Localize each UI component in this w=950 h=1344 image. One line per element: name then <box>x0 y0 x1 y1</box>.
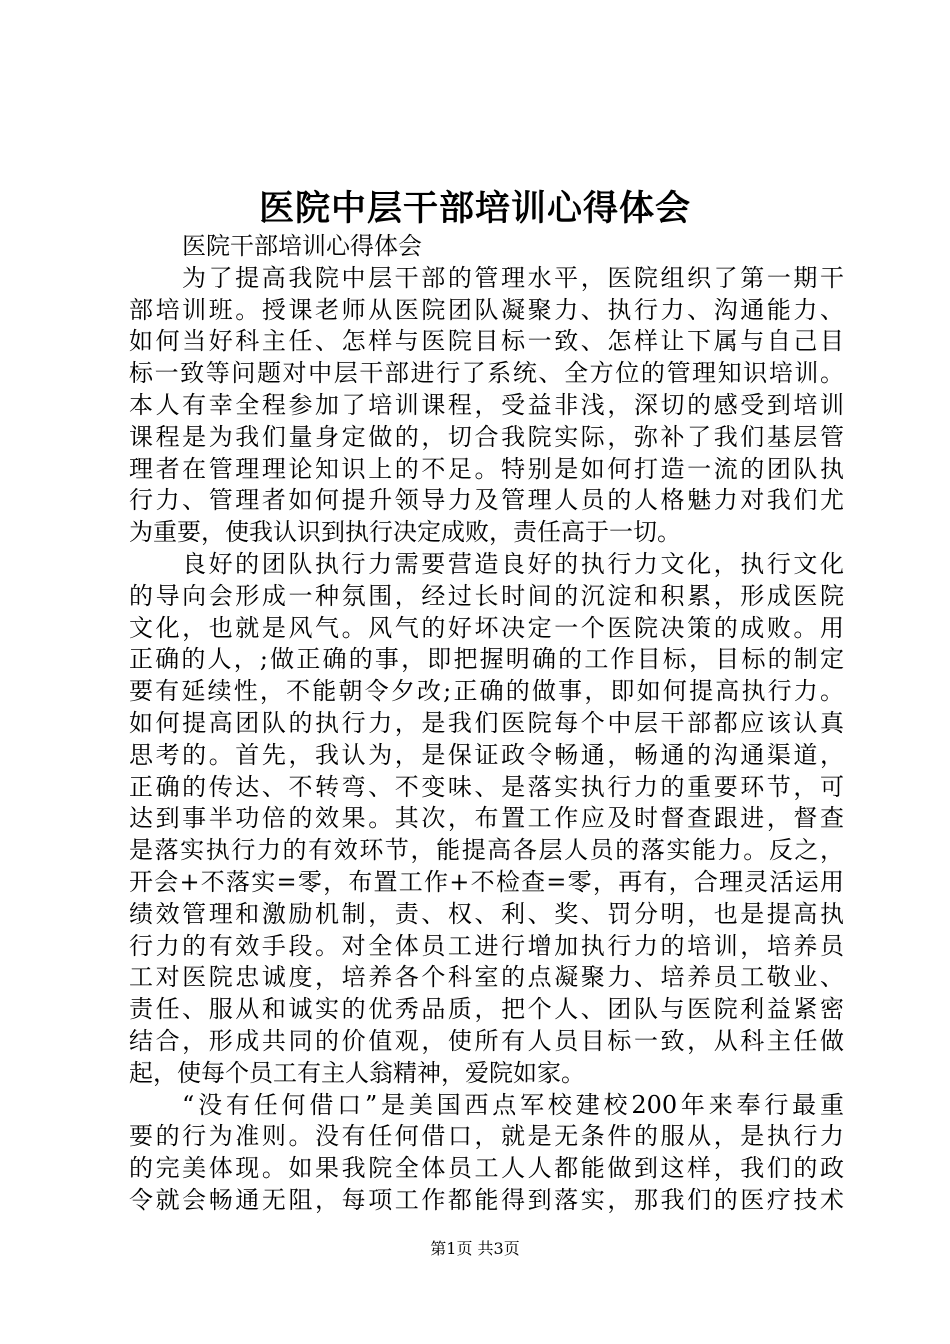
text-line: 正确的人，;做正确的事，即把握明确的工作目标，目标的制定 <box>129 645 844 674</box>
document-body <box>129 231 844 1217</box>
text-line: 起，使每个员工有主人翁精神，爱院如家。 <box>129 1058 585 1087</box>
text-line: 的导向会形成一种氛围，经过长时间的沉淀和积累，形成医院 <box>129 581 844 610</box>
text-line: 是落实执行力的有效环节，能提高各层人员的落实能力。反之， <box>129 836 844 865</box>
text-line: “没有任何借口”是美国西点军校建校200年来奉行最重 <box>182 1090 844 1119</box>
text-line: 为了提高我院中层干部的管理水平，医院组织了第一期干 <box>182 263 844 292</box>
text-line: 正确的传达、不转弯、不变味、是落实执行力的重要环节，可 <box>129 772 844 801</box>
text-line: 如何提高团队的执行力，是我们医院每个中层干部都应该认真 <box>129 708 844 737</box>
text-line: 为重要，使我认识到执行决定成败，责任高于一切。 <box>129 518 681 547</box>
text-line: 工对医院忠诚度，培养各个科室的点凝聚力、培养员工敬业、 <box>129 963 844 992</box>
text-line: 行力、管理者如何提升领导力及管理人员的人格魅力对我们尤 <box>129 486 844 515</box>
text-line: 责任、服从和诚实的优秀品质，把个人、团队与医院利益紧密 <box>129 995 844 1024</box>
text-line: 的完美体现。如果我院全体员工人人都能做到这样，我们的政 <box>129 1154 844 1183</box>
text-line: 绩效管理和激励机制，责、权、利、奖、罚分明，也是提高执 <box>129 899 844 928</box>
text-line: 达到事半功倍的效果。其次，布置工作应及时督查跟进，督查 <box>129 804 844 833</box>
text-line: 如何当好科主任、怎样与医院目标一致、怎样让下属与自己目 <box>129 327 844 356</box>
text-line: 本人有幸全程参加了培训课程，受益非浅，深切的感受到培训 <box>129 390 844 419</box>
text-line: 开会+不落实=零，布置工作+不检查=零，再有，合理灵活运用 <box>129 867 844 896</box>
text-line: 医院干部培训心得体会 <box>182 232 422 260</box>
text-line: 要的行为准则。没有任何借口，就是无条件的服从，是执行力 <box>129 1122 844 1151</box>
text-line: 令就会畅通无阻，每项工作都能得到落实，那我们的医疗技术 <box>129 1185 844 1214</box>
text-line: 思考的。首先，我认为，是保证政令畅通，畅通的沟通渠道， <box>129 740 844 769</box>
text-line: 良好的团队执行力需要营造良好的执行力文化，执行文化 <box>182 549 844 578</box>
page-footer: 第1页 共3页 <box>430 1239 520 1258</box>
text-line: 部培训班。授课老师从医院团队凝聚力、执行力、沟通能力、 <box>129 295 844 324</box>
text-line: 结合，形成共同的价值观，使所有人员目标一致，从科主任做 <box>129 1026 844 1055</box>
text-line: 理者在管理理论知识上的不足。特别是如何打造一流的团队执 <box>129 454 844 483</box>
text-line: 要有延续性，不能朝令夕改;正确的做事，即如何提高执行力。 <box>129 677 844 706</box>
text-line: 标一致等问题对中层干部进行了系统、全方位的管理知识培训。 <box>129 359 844 388</box>
text-line: 课程是为我们量身定做的，切合我院实际，弥补了我们基层管 <box>129 422 844 451</box>
text-line: 行力的有效手段。对全体员工进行增加执行力的培训，培养员 <box>129 931 844 960</box>
text-line: 文化，也就是风气。风气的好坏决定一个医院决策的成败。用 <box>129 613 844 642</box>
document-title: 医院中层干部培训心得体会 <box>258 188 691 229</box>
